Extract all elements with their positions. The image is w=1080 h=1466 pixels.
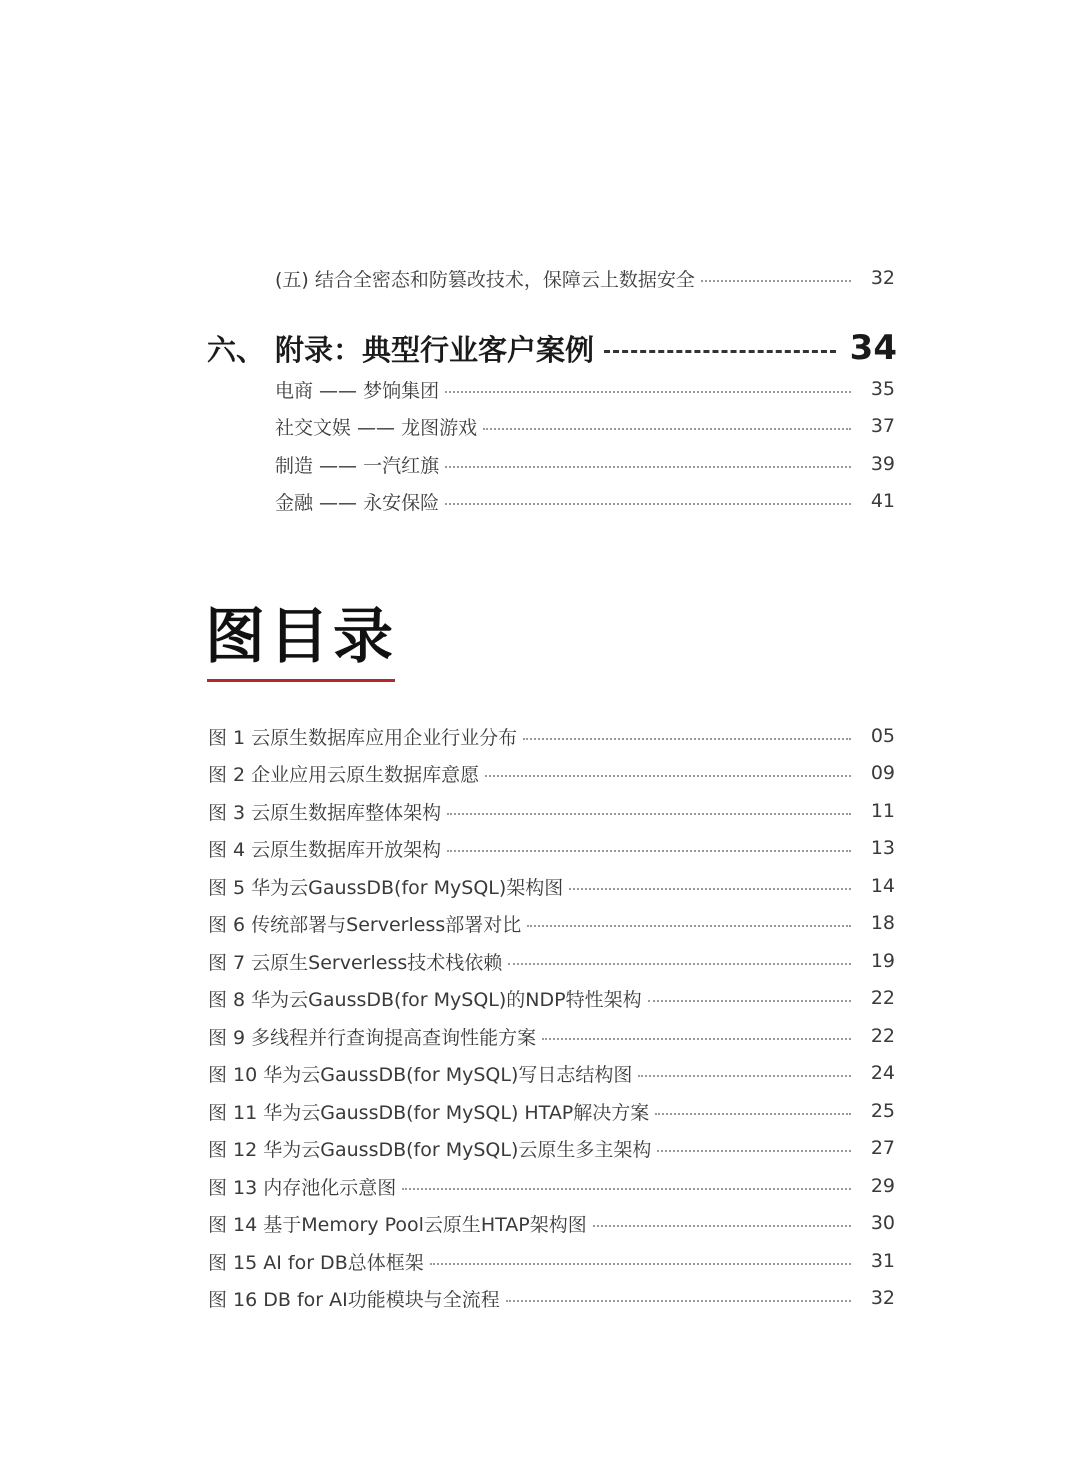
dot-leader xyxy=(447,850,851,852)
figure-entry[interactable] xyxy=(208,908,895,938)
toc-entry[interactable] xyxy=(275,411,895,441)
figure-entry-page: 13 xyxy=(870,837,895,859)
toc-entry-label: (五) 结合全密态和防篡改技术，保障云上数据安全 xyxy=(275,268,695,291)
figure-entry-page: 18 xyxy=(870,912,895,934)
toc-entry-page: 35 xyxy=(870,378,895,400)
figure-entry[interactable] xyxy=(208,796,895,826)
figure-entry-label: 图 9 多线程并行查询提高查询性能方案 xyxy=(208,1026,537,1049)
figure-entry-page: 14 xyxy=(870,875,895,897)
figure-entry[interactable] xyxy=(208,758,895,788)
figure-entry[interactable] xyxy=(208,1208,895,1238)
toc-entry-label: 社交文娱 —— 龙图游戏 xyxy=(275,416,478,439)
dot-leader xyxy=(593,1225,851,1227)
figure-entry[interactable] xyxy=(208,1171,895,1201)
dot-leader xyxy=(648,1000,851,1002)
toc-entry-label: 金融 —— 永安保险 xyxy=(275,491,440,514)
figure-entry-label: 图 11 华为云GaussDB(for MySQL) HTAP解决方案 xyxy=(208,1101,650,1124)
toc-entry[interactable] xyxy=(275,449,895,479)
toc-entry-label: 电商 —— 梦饷集团 xyxy=(275,379,440,402)
figure-entry-label: 图 3 云原生数据库整体架构 xyxy=(208,801,442,824)
figure-entry-label: 图 2 企业应用云原生数据库意愿 xyxy=(208,763,480,786)
figure-entry[interactable] xyxy=(208,871,895,901)
toc-entry[interactable] xyxy=(275,486,895,516)
figure-entry[interactable] xyxy=(208,833,895,863)
toc-entry-label: 制造 —— 一汽红旗 xyxy=(275,454,440,477)
dot-leader xyxy=(430,1263,851,1265)
toc-entry[interactable] xyxy=(275,374,895,404)
dot-leader xyxy=(701,280,851,282)
dot-leader xyxy=(657,1150,851,1152)
dot-leader xyxy=(523,738,851,740)
figure-entry[interactable] xyxy=(208,1021,895,1051)
dot-leader xyxy=(445,391,851,393)
figure-entry-page: 09 xyxy=(870,762,895,784)
figure-entry-label: 图 14 基于Memory Pool云原生HTAP架构图 xyxy=(208,1213,587,1236)
figure-entry-page: 11 xyxy=(870,800,895,822)
dash-leader xyxy=(604,350,836,353)
figure-entry-label: 图 15 AI for DB总体框架 xyxy=(208,1251,424,1274)
figure-entry-label: 图 12 华为云GaussDB(for MySQL)云原生多主架构 xyxy=(208,1138,652,1161)
figure-entry-label: 图 10 华为云GaussDB(for MySQL)写日志结构图 xyxy=(208,1063,633,1086)
toc-entry-page: 39 xyxy=(870,453,895,475)
dot-leader xyxy=(569,888,851,890)
dot-leader xyxy=(638,1075,851,1077)
figure-entry-label: 图 8 华为云GaussDB(for MySQL)的NDP特性架构 xyxy=(208,988,642,1011)
figure-entry-label: 图 16 DB for AI功能模块与全流程 xyxy=(208,1288,500,1311)
figure-entry-label: 图 5 华为云GaussDB(for MySQL)架构图 xyxy=(208,876,564,899)
figure-entry[interactable] xyxy=(208,1133,895,1163)
toc-entry-page: 32 xyxy=(870,267,895,289)
title-underline xyxy=(207,679,395,682)
dot-leader xyxy=(447,813,851,815)
figure-entry-page: 29 xyxy=(870,1175,895,1197)
figure-entry-page: 27 xyxy=(870,1137,895,1159)
figure-entry-label: 图 6 传统部署与Serverless部署对比 xyxy=(208,913,522,936)
toc-entry-page: 41 xyxy=(870,490,895,512)
figure-entry[interactable] xyxy=(208,1246,895,1276)
dot-leader xyxy=(485,775,851,777)
figure-entry-page: 25 xyxy=(870,1100,895,1122)
figure-entry-label: 图 7 云原生Serverless技术栈依赖 xyxy=(208,951,503,974)
dot-leader xyxy=(445,503,851,505)
chapter-title: 附录：典型行业客户案例 xyxy=(275,332,595,367)
figure-entry[interactable] xyxy=(208,1058,895,1088)
figure-entry-page: 30 xyxy=(870,1212,895,1234)
figure-entry-label: 图 4 云原生数据库开放架构 xyxy=(208,838,442,861)
figure-entry[interactable] xyxy=(208,946,895,976)
figure-entry[interactable] xyxy=(208,983,895,1013)
figure-entry[interactable] xyxy=(208,1283,895,1313)
figure-entry-page: 22 xyxy=(870,987,895,1009)
dot-leader xyxy=(655,1113,851,1115)
chapter-number: 六、 xyxy=(207,332,266,367)
chapter-heading[interactable] xyxy=(207,326,897,370)
figure-entry-page: 31 xyxy=(870,1250,895,1272)
toc-entry[interactable] xyxy=(275,263,895,293)
figure-entry-page: 24 xyxy=(870,1062,895,1084)
dot-leader xyxy=(508,963,851,965)
dot-leader xyxy=(506,1300,851,1302)
dot-leader xyxy=(445,466,851,468)
figures-section-title: 图目录 xyxy=(205,602,397,672)
dot-leader xyxy=(402,1188,851,1190)
dot-leader xyxy=(542,1038,851,1040)
figure-entry[interactable] xyxy=(208,721,895,751)
figure-entry-label: 图 13 内存池化示意图 xyxy=(208,1176,397,1199)
figure-entry[interactable] xyxy=(208,1096,895,1126)
figure-entry-page: 22 xyxy=(870,1025,895,1047)
figure-entry-label: 图 1 云原生数据库应用企业行业分布 xyxy=(208,726,518,749)
chapter-page: 34 xyxy=(849,328,897,368)
dot-leader xyxy=(527,925,851,927)
toc-entry-page: 37 xyxy=(870,415,895,437)
dot-leader xyxy=(483,428,851,430)
figure-entry-page: 32 xyxy=(870,1287,895,1309)
figure-entry-page: 19 xyxy=(870,950,895,972)
figure-entry-page: 05 xyxy=(870,725,895,747)
